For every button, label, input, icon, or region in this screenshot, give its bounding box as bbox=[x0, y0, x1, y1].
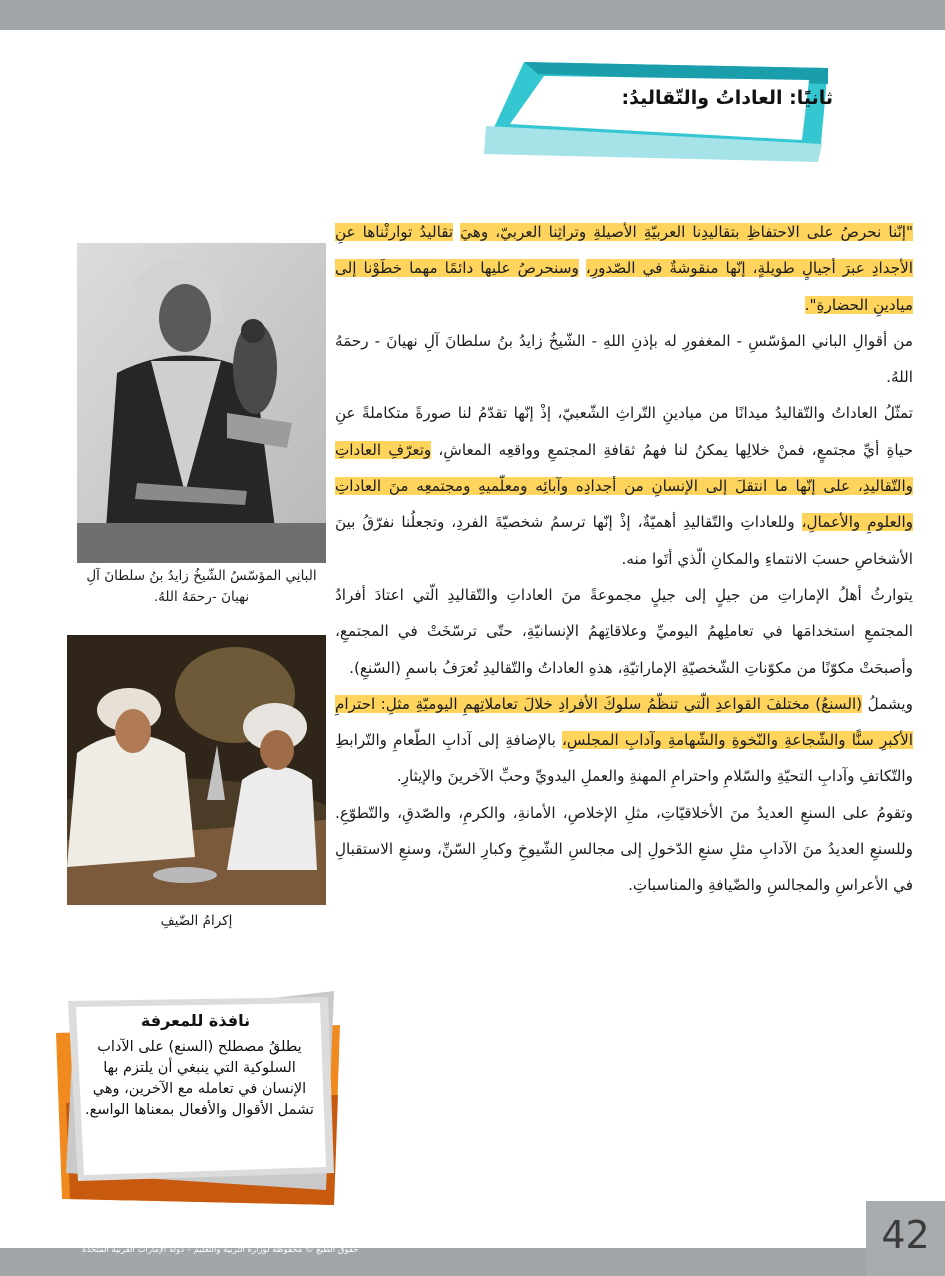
quote-line: وسنحرصُ عليها دائمًا مهما خطَوْنا إلى ميادينِ الحضارةِ". bbox=[335, 259, 913, 314]
page-number: 42 bbox=[881, 1213, 930, 1257]
section-title: ثانيًا: العاداتُ والتّقاليدُ: bbox=[621, 87, 833, 109]
paragraph-1: تمثّلُ العاداتُ والتّقاليدُ ميدانًا من ميادينِ التّراثِ الشّعبيّ، إذْ إنّها تقدّمُ لنا صورةً متكاملةً عنِ حياةِ أيِّ مجتمعٍ، فمنْ خلالِها يمكنُ لنا فهمُ ثقافةِ المجتمعِ وواقعِه المعاشِ، وتعرّفِ العاداتِ والتّقاليدِ، على إنّها ما انتقلَ إلى الإنسانِ من أجدادِه وآبائِه ومعلّميهِ ومجتمعِه منَ العاداتِ والعلومِ والأعمالِ، وللعاداتِ والتّقاليدِ أهميّةٌ، إذْ إنّها ترسمُ شخصيّةَ الفردِ، وتجعلُنا نفرّقُ بينَ الأشخاصِ حسبَ الانتماءِ والمكانِ الّذي أتَوا منه. bbox=[335, 404, 913, 568]
paragraph-2: يتوارثُ أهلُ الإماراتِ من جيلٍ إلى جيلٍ مجموعةً منَ العاداتِ والتّقاليدِ الّتي اعتادَ أفرادُ المجتمعِ استخدامَها في تعاملِهمُ اليوميِّ وعلاقاتِهمُ الإنسانيّةِ، حتّى ترسّخَتْ في المجتمعِ، وأصبحَتْ مكوّنًا من مكوّناتِ الشّخصيّةِ الإماراتيّةِ، هذهِ العاداتُ والتّقاليدِ تُعرَفُ باسمِ (السّنعِ). bbox=[335, 585, 913, 677]
quote-line: تقاليدُ توارثْناها عنِ الأجدادِ عبرَ أجيالٍ طويلةٍ، إنّها منقوشةٌ في الصّدورِ، bbox=[335, 223, 914, 278]
quote-line: "إنّنا نحرصُ على الاحتفاظِ بتقاليدِنا العربيّةِ الأصيلةِ وتراثِنا العربيّ، وهيَ bbox=[460, 223, 914, 241]
quote bbox=[335, 214, 913, 323]
knowledge-box-body: يطلقُ مصطلح (السنع) على الآداب السلوكية التي ينبغي أن يلتزم بها الإنسان في تعامله مع الآخرين، وهي تشمل الأقوال والأفعال بمعناها الواسع. bbox=[85, 1039, 314, 1118]
main-text bbox=[335, 214, 913, 904]
highlight: وتعرّفِ العاداتِ والتّقاليدِ، على إنّها ما انتقلَ إلى الإنسانِ من أجدادِه وآبائِه ومعلّميهِ ومجتمعِه منَ العاداتِ والعلومِ والأعمالِ، bbox=[335, 440, 913, 532]
photo-caption: إكرامُ الضّيفِ bbox=[160, 913, 233, 929]
title-banner bbox=[484, 62, 844, 162]
paragraph-4: وتقومُ على السنعِ العديدُ منَ الأخلاقيّاتِ، مثلِ الإخلاصِ، الأمانةِ، والكرمِ، والصّدقِ، والتّطوّعِ. وللسنعِ العديدُ منَ الآدابِ مثلِ سنعِ الدّخولِ إلى مجالسِ الشّيوخِ وكبارِ السّنِّ، وسنعِ الاستقبالِ في الأعراسِ والمجالسِ والضّيافةِ والمناسباتِ. bbox=[335, 803, 913, 895]
highlight: (السنعُ) مختلفَ القواعدِ الّتي تنظّمُ سلوكَ الأفرادِ خلالَ تعاملاتِهمِ اليوميّةِ مثلِ: احترامِ الأكبرِ سنًّا والشّجاعةِ والنّخوةِ والشّهامةِ وآدابِ المجلسِ، bbox=[335, 694, 913, 750]
top-bar bbox=[0, 0, 945, 30]
attribution: من أقوالِ الباني المؤسّسِ - المغفورِ له بإذنِ اللهِ - الشّيخُ زايدُ بنُ سلطانَ آلِ نهيانَ - رحمَهُ اللهُ. bbox=[335, 331, 913, 387]
photo-hospitality bbox=[67, 635, 326, 905]
photo-caption: البانِي المؤسّسُ الشّيخُ زايدُ بنُ سلطانَ آلِ نهيانَ -رحمَهُ اللهُ. bbox=[86, 568, 317, 605]
copyright-note: حقوق الطبع © محفوظة لوزارة التربية والتعليم – دولة الإمارات العربية المتحدة bbox=[82, 1245, 359, 1255]
photo-sheikh-zayed bbox=[77, 243, 326, 563]
knowledge-box-title: نافذة للمعرفة bbox=[140, 1011, 251, 1030]
paragraph-3: ويشملُ (السنعُ) مختلفَ القواعدِ الّتي تنظّمُ سلوكَ الأفرادِ خلالَ تعاملاتِهمِ اليوميّةِ مثلِ: احترامِ الأكبرِ سنًّا والشّجاعةِ والنّخوةِ والشّهامةِ وآدابِ المجلسِ، بالإضافةِ إلى آدابِ الطّعامِ والتّرابطِ والتّكاتفِ وآدابِ التحيّةِ والسّلامِ واحترامِ المهنةِ والعملِ اليدويِّ وحبِّ الآخرينَ والإيثارِ. bbox=[335, 694, 913, 786]
